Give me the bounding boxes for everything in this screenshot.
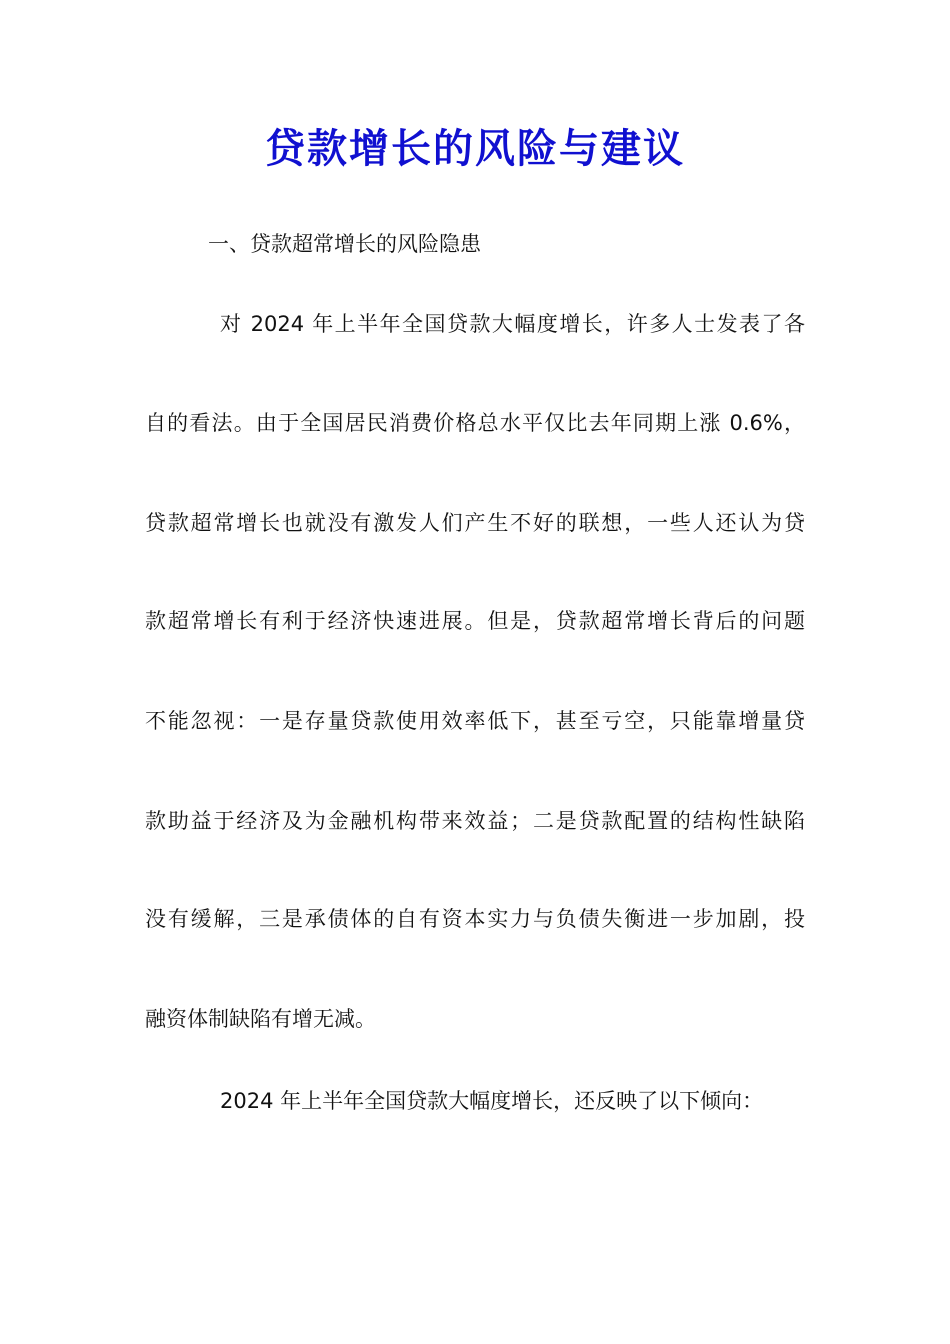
- paragraph-line: 融资体制缺陷有增无减。: [145, 1007, 376, 1031]
- document-title: 贷款增长的风险与建议: [265, 125, 685, 172]
- paragraph-line: 对 2024 年上半年全国贷款大幅度增长，许多人士发表了各: [220, 312, 805, 336]
- paragraph-line: 自的看法。由于全国居民消费价格总水平仅比去年同期上涨 0.6%，: [145, 411, 805, 435]
- paragraph-line: 款超常增长有利于经济快速进展。但是，贷款超常增长背后的问题: [145, 609, 805, 633]
- section-heading: 一、贷款超常增长的风险隐患: [208, 232, 481, 256]
- paragraph-line: 款助益于经济及为金融机构带来效益；二是贷款配置的结构性缺陷: [145, 809, 805, 833]
- paragraph-line: 2024 年上半年全国贷款大幅度增长，还反映了以下倾向：: [220, 1089, 764, 1113]
- paragraph-line: 不能忽视：一是存量贷款使用效率低下，甚至亏空，只能靠增量贷: [145, 709, 805, 733]
- paragraph-line: 贷款超常增长也就没有激发人们产生不好的联想，一些人还认为贷: [145, 511, 805, 535]
- paragraph-line: 没有缓解，三是承债体的自有资本实力与负债失衡进一步加剧，投: [145, 907, 805, 931]
